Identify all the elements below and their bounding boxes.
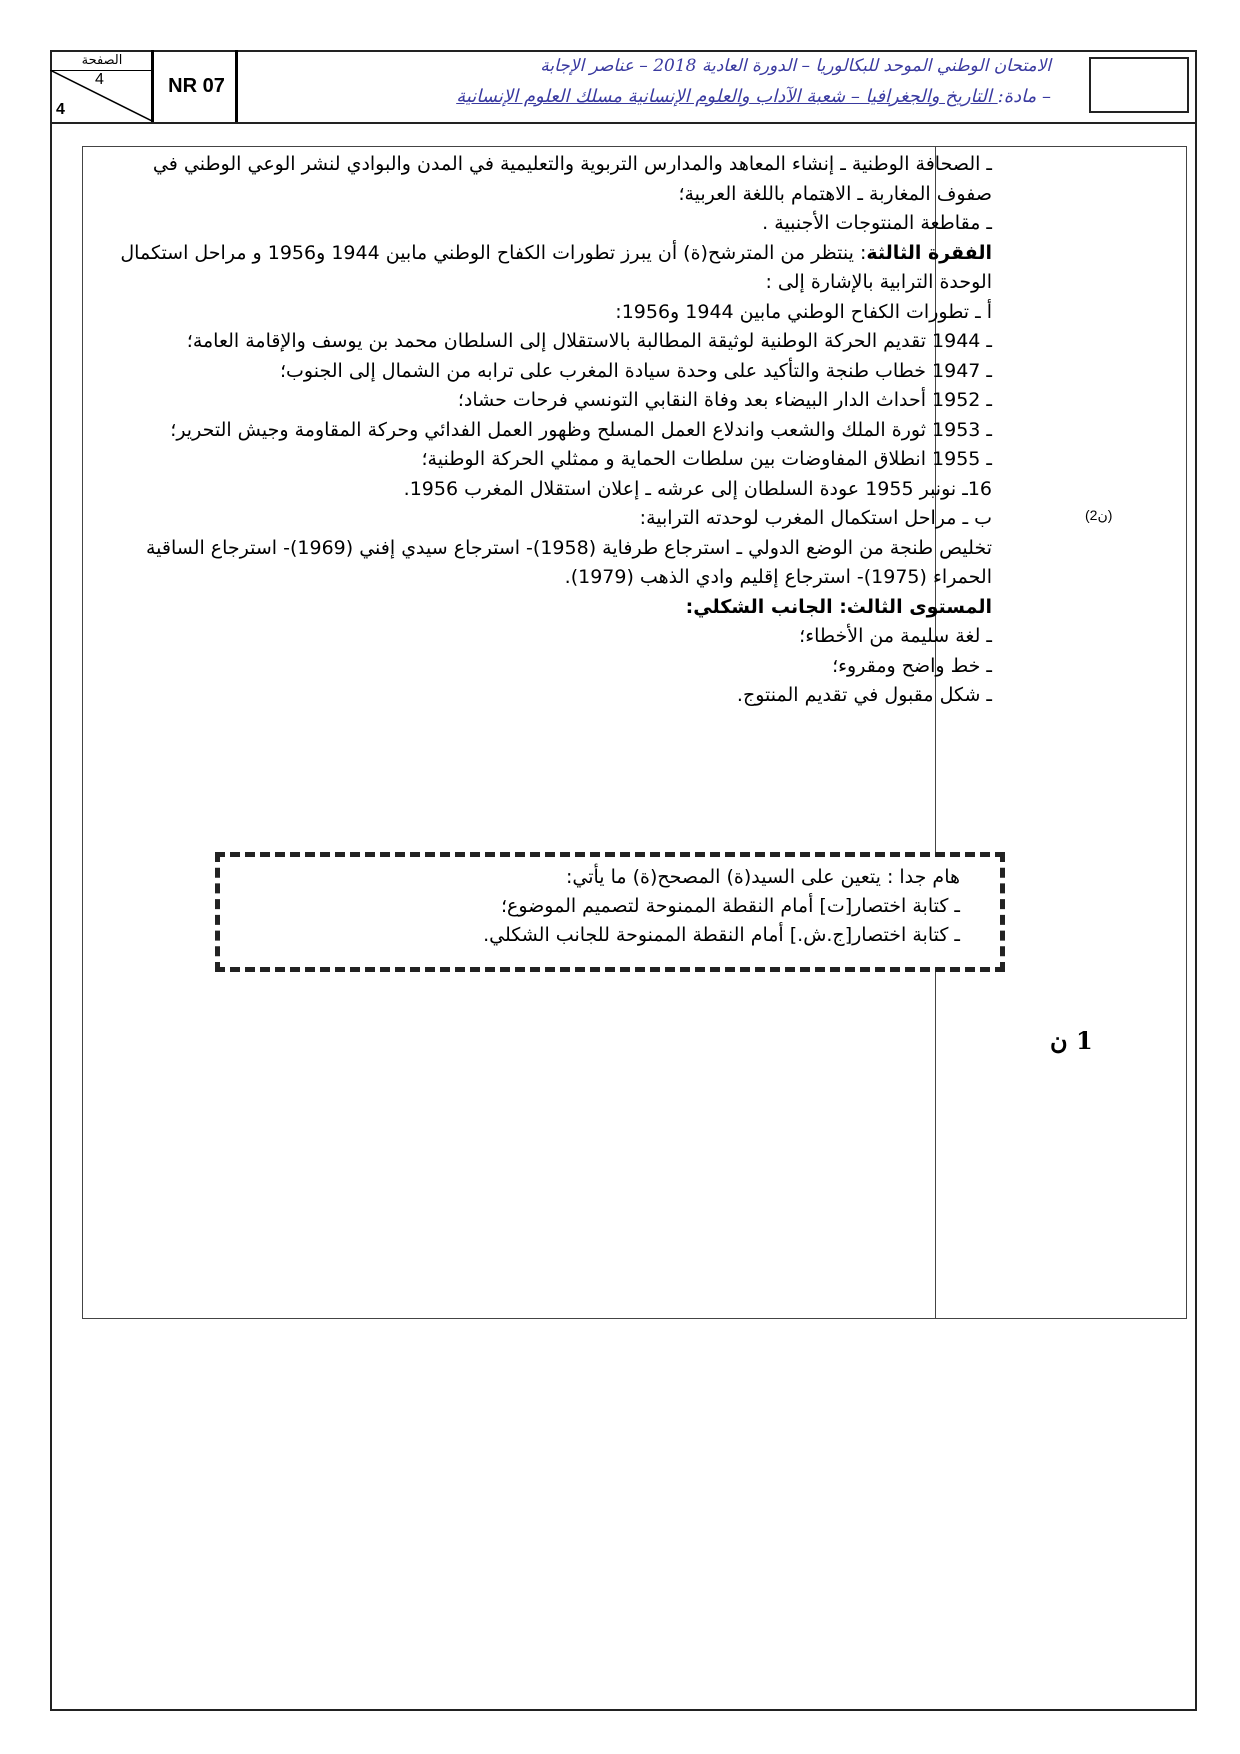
paragraph-three [96,239,992,298]
text-line: ـ مقاطعة المنتوجات الأجنبية . [762,212,992,234]
score-formal: 1 ن [1050,1026,1093,1055]
header-title-line2 [251,86,1051,107]
text-line: تخليص طنجة من الوضع الدولي ـ استرجاع طرفاية (1958)- استرجاع سيدي إفني (1969)- استرجاع الساقية الحمراء (1975)- استرجاع إقليم وادي الذهب (1979). [145,536,992,588]
page-label: الصفحة [81,52,123,67]
text-line: ـ خط واضح ومقروء؛ [832,654,992,677]
header-title-area [241,50,1071,122]
text-line: ـ 1947 خطاب طنجة والتأكيد على وحدة سيادة المغرب على ترابه من الشمال إلى الجنوب؛ [279,359,992,382]
text-line: ـ 1953 ثورة الملك والشعب واندلاع العمل المسلح وظهور العمل الفدائي وحركة المقاومة وجيش التحرير؛ [170,418,992,441]
text-line: ـ لغة سليمة من الأخطاء؛ [799,625,992,647]
blank-box [1089,57,1189,113]
text-line: 16ـ نونبر 1955 عودة السلطان إلى عرشه ـ إعلان استقلال المغرب 1956. [403,477,992,500]
page-number-box [50,50,154,122]
subject-prefix: – مادة: [997,86,1051,107]
paragraph-three-heading: الفقرة الثالثة [866,241,992,264]
page-number: 4 [95,71,104,88]
answer-content [96,150,992,711]
text-line: أ ـ تطورات الكفاح الوطني مابين 1944 و1956: [615,300,992,323]
note-line: ـ كتابة اختصار[ت] أمام النقطة الممنوحة لتصميم الموضوع؛ [500,895,960,917]
level-three-heading: المستوى الثالث: الجانب الشكلي: [685,595,992,618]
text-line: ـ شكل مقبول في تقديم المنتوج. [736,684,992,706]
exam-header [50,50,1197,124]
score-paragraph-three: (2ن) [1085,507,1113,523]
paragraph-three-text: : ينتظر من المترشح(ة) أن يبرز تطورات الكفاح الوطني مابين 1944 و1956 و مراحل استكمال الوحدة الترابية بالإشارة إلى : [120,241,992,293]
subject-name: التاريخ والجغرافيا – شعبة الآداب والعلوم الإنسانية مسلك العلوم الإنسانية [456,86,998,107]
header-title-line1: الامتحان الوطني الموحد للبكالوريا – الدورة العادية 2018 – عناصر الإجابة [540,56,1051,76]
text-line: ـ 1944 تقديم الحركة الوطنية لوثيقة المطالبة بالاستقلال إلى السلطان محمد بن يوسف والإقامة العامة؛ [186,330,992,352]
exam-code: NR 07 [158,50,238,122]
note-line: ـ كتابة اختصار[ج.ش.] أمام النقطة الممنوحة للجانب الشكلي. [483,924,960,946]
text-line: ـ 1955 انطلاق المفاوضات بين سلطات الحماية و ممثلي الحركة الوطنية؛ [421,448,992,470]
text-line: ـ 1952 أحداث الدار البيضاء بعد وفاة النقابي التونسي فرحات حشاد؛ [457,389,992,411]
page-total: 4 [56,101,65,118]
text-line: ب ـ مراحل استكمال المغرب لوحدته الترابية: [639,507,992,529]
note-line: هام جدا : يتعين على السيد(ة) المصحح(ة) ما يأتي: [565,866,960,888]
text-line: ـ الصحافة الوطنية ـ إنشاء المعاهد والمدارس التربوية والتعليمية في المدن والبوادي لنشر الوعي الوطني في صفوف المغاربة ـ الاهتمام باللغة العربية؛ [152,153,992,205]
important-note-box [215,852,1005,972]
